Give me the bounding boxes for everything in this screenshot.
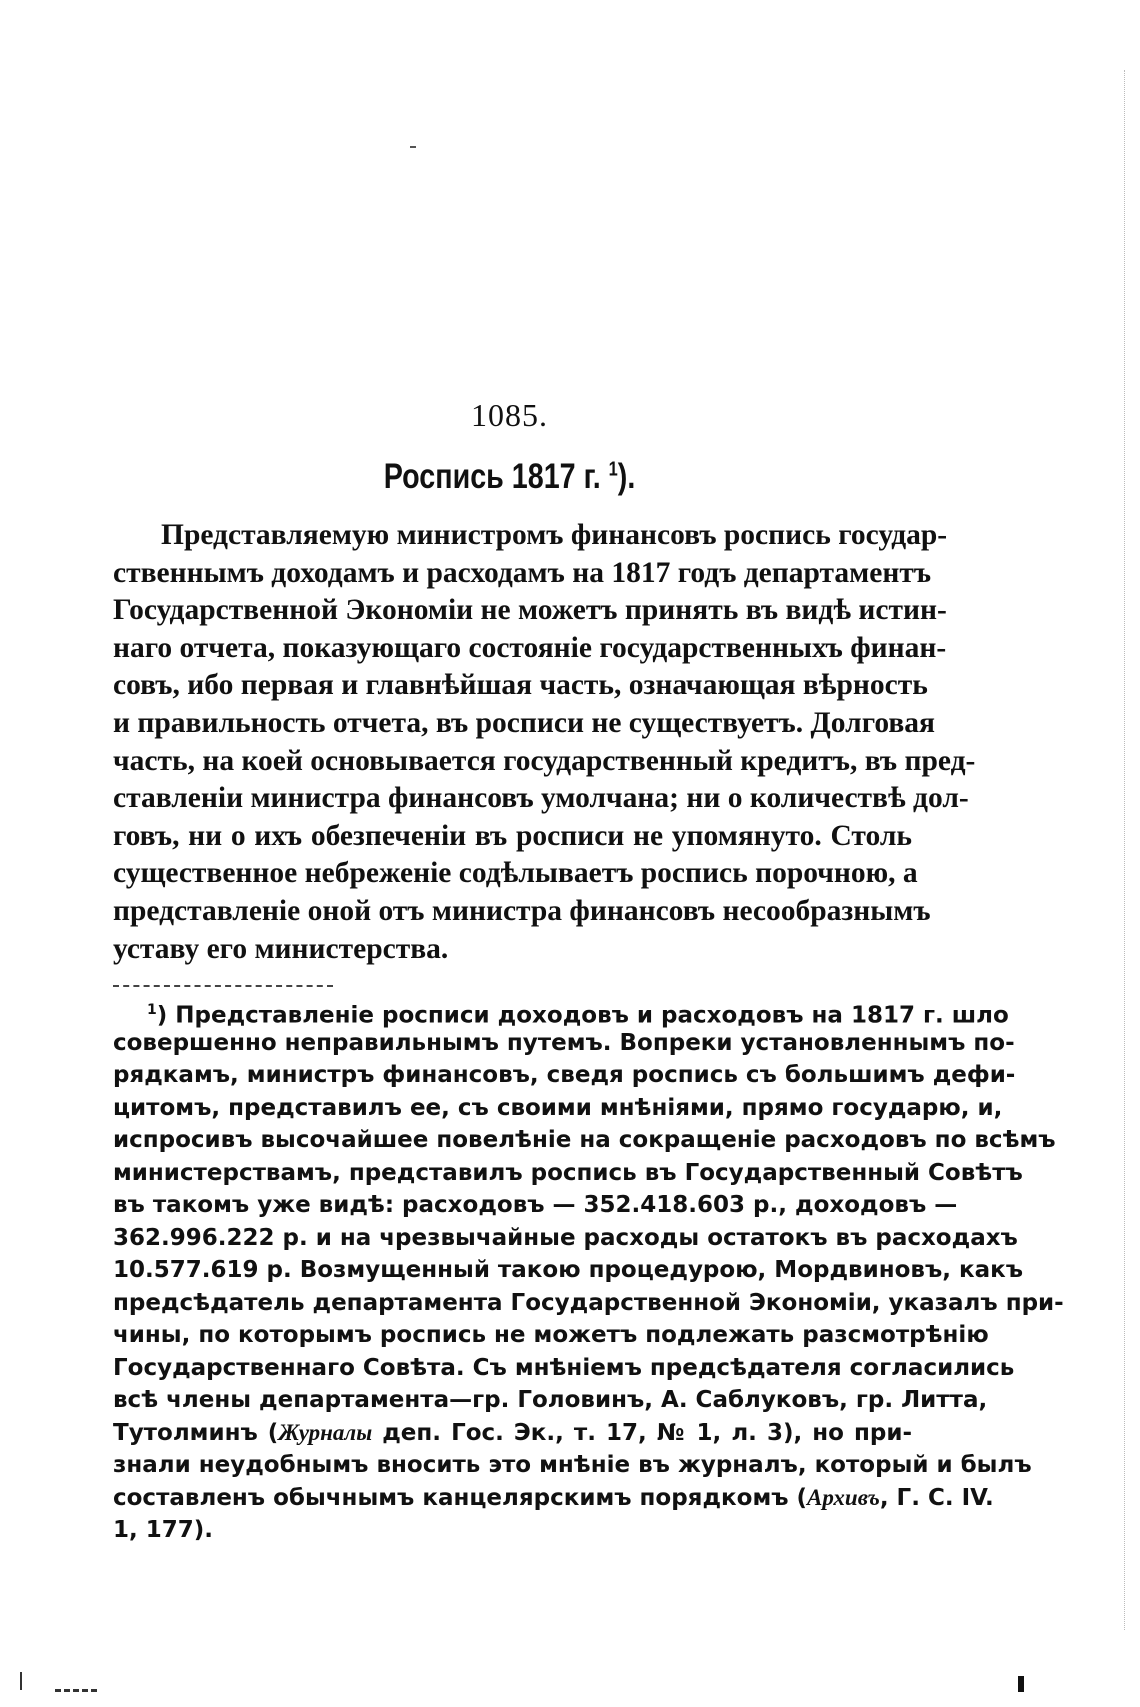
footnote-line: знали неудобнымъ вносить это мнѣніе въ журналъ, который и былъ xyxy=(113,1452,1032,1478)
footnote-text: Тутолминъ ( xyxy=(113,1419,279,1446)
footnote-line: цитомъ, представилъ ее, съ своими мнѣніями, прямо государю, и, xyxy=(113,1094,1003,1121)
footnote-line: 10.577.619 р. Возмущенный такою процедурою, Мордвиновъ, какъ xyxy=(113,1257,1024,1283)
footnote-line: рядкамъ, министръ финансовъ, сведя роспись съ большимъ дефи- xyxy=(113,1062,1016,1088)
footnote xyxy=(113,994,1064,1547)
footnote-line: предсѣдатель департамента Государственной Экономіи, указалъ при- xyxy=(113,1289,1064,1316)
footnote-text: , Г. С. IV. xyxy=(879,1484,994,1511)
footnote-line: испросивъ высочайшее повелѣніе на сокращеніе расходовъ по всѣмъ xyxy=(113,1127,1056,1153)
body-line: часть, на коей основывается государственный кредитъ, въ пред- xyxy=(113,744,976,777)
footnote-separator xyxy=(113,985,333,987)
scan-corner-mark xyxy=(1018,1676,1024,1692)
scan-margin-line xyxy=(1124,70,1126,1630)
body-line: ставленіи министра финансовъ умолчана; ни о количествѣ дол- xyxy=(113,782,969,815)
footnote-line-text: ) Представленіе росписи доходовъ и расходовъ на 1817 г. шло xyxy=(156,1002,1009,1029)
footnote-line xyxy=(113,1417,912,1450)
body-line: уставу его министерства. xyxy=(113,932,449,965)
footnote-line xyxy=(113,1482,994,1515)
body-line: Государственной Экономіи не можетъ принять въ видѣ истин- xyxy=(113,594,947,627)
footnote-line: Государственнаго Совѣта. Съ мнѣніемъ предсѣдателя согласились xyxy=(113,1354,1015,1381)
footnote-line: всѣ члены департамента—гр. Головинъ, А. Саблуковъ, гр. Литта, xyxy=(113,1387,988,1413)
footnote-text: составленъ обычнымъ канцелярскимъ порядкомъ ( xyxy=(113,1484,808,1511)
body-line: Представляемую министромъ финансовъ роспись государ- xyxy=(161,519,948,551)
footnote-line: въ такомъ уже видѣ: расходовъ — 352.418.603 р., доходовъ — xyxy=(113,1192,958,1218)
document-number: 1085. xyxy=(471,397,548,433)
journal-citation: Журналы xyxy=(278,1419,373,1445)
title-text: Роспись 1817 г. xyxy=(383,457,609,496)
scan-corner-mark xyxy=(20,1672,22,1690)
body-line: представленіе оной отъ министра финансовъ несообразнымъ xyxy=(113,894,931,927)
footnote-line xyxy=(113,994,1009,1029)
body-line: и правильность отчета, въ росписи не существуетъ. Долговая xyxy=(113,706,936,739)
footnote-line: совершенно неправильнымъ путемъ. Вопреки установленнымъ по- xyxy=(113,1029,1015,1056)
title-close: ). xyxy=(617,457,636,496)
footnote-text: деп. Гос. Эк., т. 17, № 1, л. 3), но при- xyxy=(372,1419,912,1446)
footnote-line: 1, 177). xyxy=(113,1517,214,1543)
body-line: совъ, ибо первая и главнѣйшая часть, означающая вѣрность xyxy=(113,669,928,702)
scan-speck xyxy=(410,146,416,148)
body-line: ственнымъ доходамъ и расходамъ на 1817 годъ департаментъ xyxy=(113,556,932,589)
scan-corner-mark xyxy=(55,1689,97,1695)
archive-citation: Архивъ xyxy=(807,1484,880,1510)
body-line: говъ, ни о ихъ обезпеченіи въ росписи не упомянуто. Столь xyxy=(113,819,912,852)
main-paragraph xyxy=(113,517,976,968)
footnote-line: министерствамъ, представилъ роспись въ Государственный Совѣтъ xyxy=(113,1159,1023,1186)
body-line: существенное небреженіе содѣлываетъ роспись порочною, а xyxy=(113,857,918,890)
footnote-line: 362.996.222 р. и на чрезвычайные расходы остатокъ въ расходахъ xyxy=(113,1224,1018,1251)
title-footnote-ref: 1 xyxy=(608,458,618,481)
footnote-marker: 1 xyxy=(147,1002,157,1018)
document-title xyxy=(92,457,928,497)
footnote-line: чины, по которымъ роспись не можетъ подлежать разсмотрѣнію xyxy=(113,1322,989,1348)
body-line: наго отчета, показующаго состояніе государственныхъ финан- xyxy=(113,631,947,664)
